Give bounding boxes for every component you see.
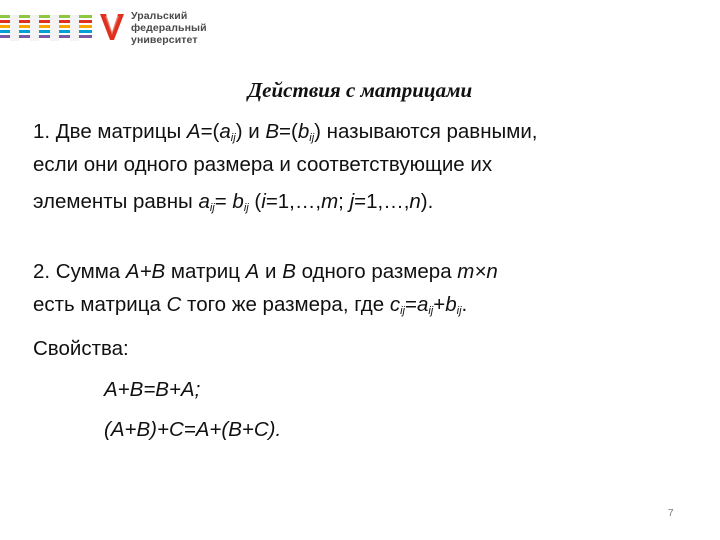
- property-1: [104, 374, 200, 406]
- p1-line-2: если они одного размера и соответствующие их: [33, 153, 493, 176]
- math-a: a: [198, 190, 210, 213]
- math-m-times-n: m×n: [457, 260, 498, 283]
- math-m: m: [321, 190, 339, 213]
- math-A-plus-B: A+B: [125, 260, 166, 283]
- logo-line-3: университет: [131, 34, 198, 46]
- subscript-ij: ij: [243, 202, 249, 214]
- text-run: 1. Две матрицы: [33, 120, 187, 143]
- math-b: b: [445, 293, 457, 316]
- stripe-block-1: [10, 15, 19, 41]
- subscript-ij: ij: [209, 202, 215, 214]
- math-A: A: [186, 120, 201, 143]
- logo-line-1: Уральский: [131, 10, 188, 22]
- text-run: =(: [279, 120, 298, 143]
- text-run: матриц: [165, 260, 246, 283]
- math-b: b: [232, 190, 244, 213]
- text-run: =: [214, 190, 233, 213]
- math-a: a: [416, 293, 429, 316]
- text-run: .: [461, 293, 468, 316]
- math-c: c: [389, 293, 401, 316]
- math-i: i: [261, 190, 266, 213]
- math-n: n: [409, 190, 421, 213]
- math-b: b: [297, 120, 310, 143]
- university-logo: [97, 8, 237, 54]
- page-number: 7: [668, 508, 674, 519]
- text-run: =1,…,: [265, 190, 322, 213]
- properties-label: Свойства:: [33, 337, 129, 360]
- text-run: =: [404, 293, 417, 316]
- stripe-block-3: [50, 15, 59, 41]
- property-2: [104, 414, 281, 446]
- text-run: есть матрица: [33, 293, 167, 316]
- text-run: и: [259, 260, 283, 283]
- text-run: 2. Сумма: [33, 260, 126, 283]
- urfu-emblem-icon: [97, 10, 127, 44]
- logo-text: [131, 10, 207, 46]
- text-run: ) называются равными,: [314, 120, 538, 143]
- text-run: =(: [200, 120, 220, 143]
- math-j: j: [349, 190, 355, 213]
- p2-line-1: [33, 256, 498, 288]
- p1-line-3: [33, 186, 433, 224]
- p2-line-2: [33, 289, 467, 327]
- text-run: +: [433, 293, 446, 316]
- stripe-block-2: [30, 15, 39, 41]
- subscript-ij: ij: [428, 305, 434, 317]
- stripe-block-4: [70, 15, 79, 41]
- text-run: того же размера, где: [181, 293, 390, 316]
- property-2-formula: (A+B)+C=A+(B+C).: [104, 418, 282, 441]
- subscript-ij: ij: [309, 132, 315, 144]
- subscript-ij: ij: [230, 132, 236, 144]
- math-B: B: [282, 260, 296, 283]
- text-run: ;: [338, 190, 350, 213]
- subscript-ij: ij: [400, 305, 405, 317]
- text-run: ) и: [235, 120, 266, 143]
- text-run: одного размера: [295, 260, 458, 283]
- subscript-ij: ij: [456, 305, 462, 317]
- math-C: C: [166, 293, 182, 316]
- text-run: ).: [420, 190, 434, 213]
- math-B: B: [265, 120, 280, 143]
- logo-line-2: федеральный: [131, 22, 207, 34]
- math-A: A: [245, 260, 260, 283]
- text-run: =1,…,: [354, 190, 410, 213]
- text-run: элементы равны: [33, 190, 199, 213]
- property-1-formula: A+B=B+A;: [104, 378, 201, 401]
- math-a: a: [219, 120, 231, 143]
- slide-title: Действия с матрицами: [247, 78, 473, 102]
- text-run: (: [248, 190, 262, 213]
